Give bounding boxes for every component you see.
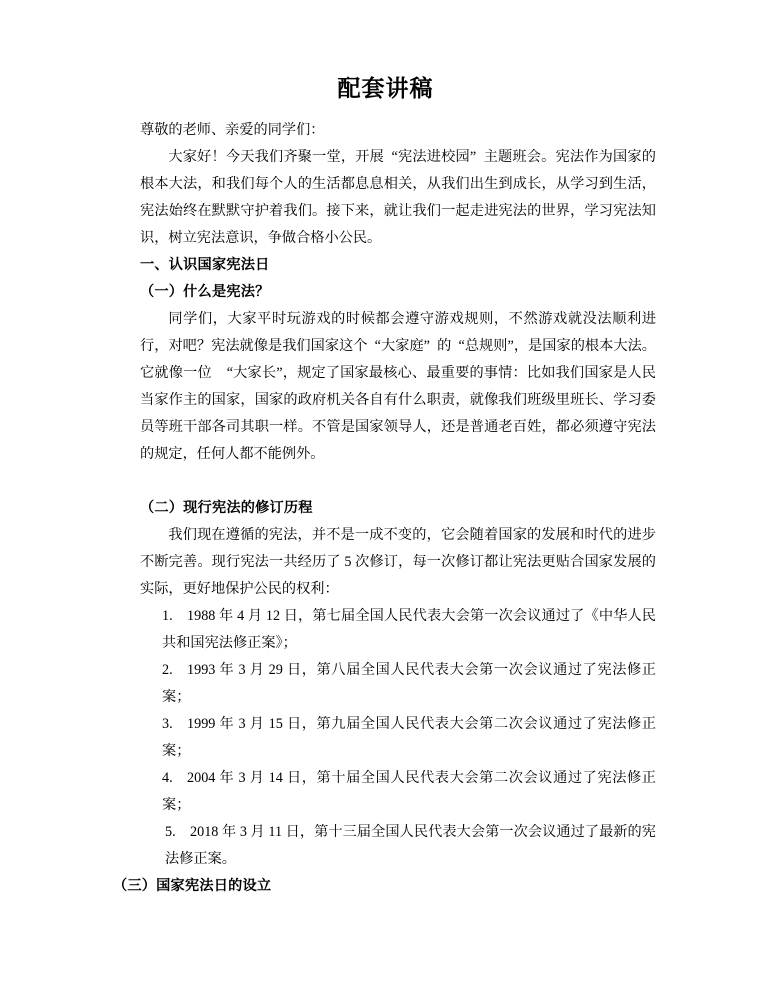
section-heading-1: 一、认识国家宪法日 bbox=[140, 257, 270, 273]
list-item bbox=[140, 765, 656, 819]
subsection-paragraph-1-1: 同学们，大家平时玩游戏的时候都会遵守游戏规则，不然游戏就没法顺利进行，对吧？宪法就像是我们国家这个 “大家庭” 的 “总规则”，是国家的根本大法。它就像一位 “大家长”，规定了国家最核心、最重要的事情：比如我们国家是人民当家作主的国家，国家的政府机关各自有什么职责，就像我们班级里班长、学习委员等班干部各司其职一样。不管是国家领导人，还是普通老百姓，都必须遵守宪法的规定，任何人都不能例外。 bbox=[140, 311, 656, 462]
list-item bbox=[140, 711, 656, 765]
list-item bbox=[140, 657, 656, 711]
list-item-text: 2004 年 3 月 14 日，第十届全国人民代表大会第二次会议通过了宪法修正案； bbox=[162, 770, 656, 813]
document-body bbox=[113, 117, 658, 900]
page-title: 配套讲稿 bbox=[337, 76, 434, 101]
subsection-heading-1-1: （一）什么是宪法？ bbox=[140, 284, 270, 300]
list-item-text: 1988 年 4 月 12 日，第七届全国人民代表大会第一次会议通过了《中华人民共和国宪法修正案》； bbox=[162, 608, 656, 651]
amendment-list bbox=[140, 603, 656, 873]
list-item-text: 2018 年 3 月 11 日，第十三届全国人民代表大会第一次会议通过了最新的宪法修正案。 bbox=[165, 824, 656, 867]
list-item-text: 1993 年 3 月 29 日，第八届全国人民代表大会第一次会议通过了宪法修正案； bbox=[162, 662, 656, 705]
subsection-heading-1-2: （二）现行宪法的修订历程 bbox=[140, 500, 313, 516]
list-item-text: 1999 年 3 月 15 日，第九届全国人民代表大会第二次会议通过了宪法修正案； bbox=[162, 716, 656, 759]
list-item bbox=[140, 603, 656, 657]
document-content bbox=[113, 72, 658, 900]
opening-paragraph: 大家好！今天我们齐聚一堂，开展 “宪法进校园” 主题班会。宪法作为国家的根本大法，和我们每个人的生活都息息相关，从我们出生到成长，从学习到生活，宪法始终在默默守护着我们。接下来，就让我们一起走进宪法的世界，学习宪法知识，树立宪法意识，争做合格小公民。 bbox=[140, 149, 656, 246]
list-item bbox=[140, 819, 656, 873]
salutation-paragraph: 尊敬的老师、亲爱的同学们： bbox=[140, 122, 325, 138]
subsection-paragraph-1-2: 我们现在遵循的宪法，并不是一成不变的，它会随着国家的发展和时代的进步不断完善。现行宪法一共经历了 5 次修订，每一次修订都让宪法更贴合国家发展的实际，更好地保护公民的权利： bbox=[140, 527, 656, 597]
subsection-heading-1-3: （三）国家宪法日的设立 bbox=[113, 878, 272, 894]
